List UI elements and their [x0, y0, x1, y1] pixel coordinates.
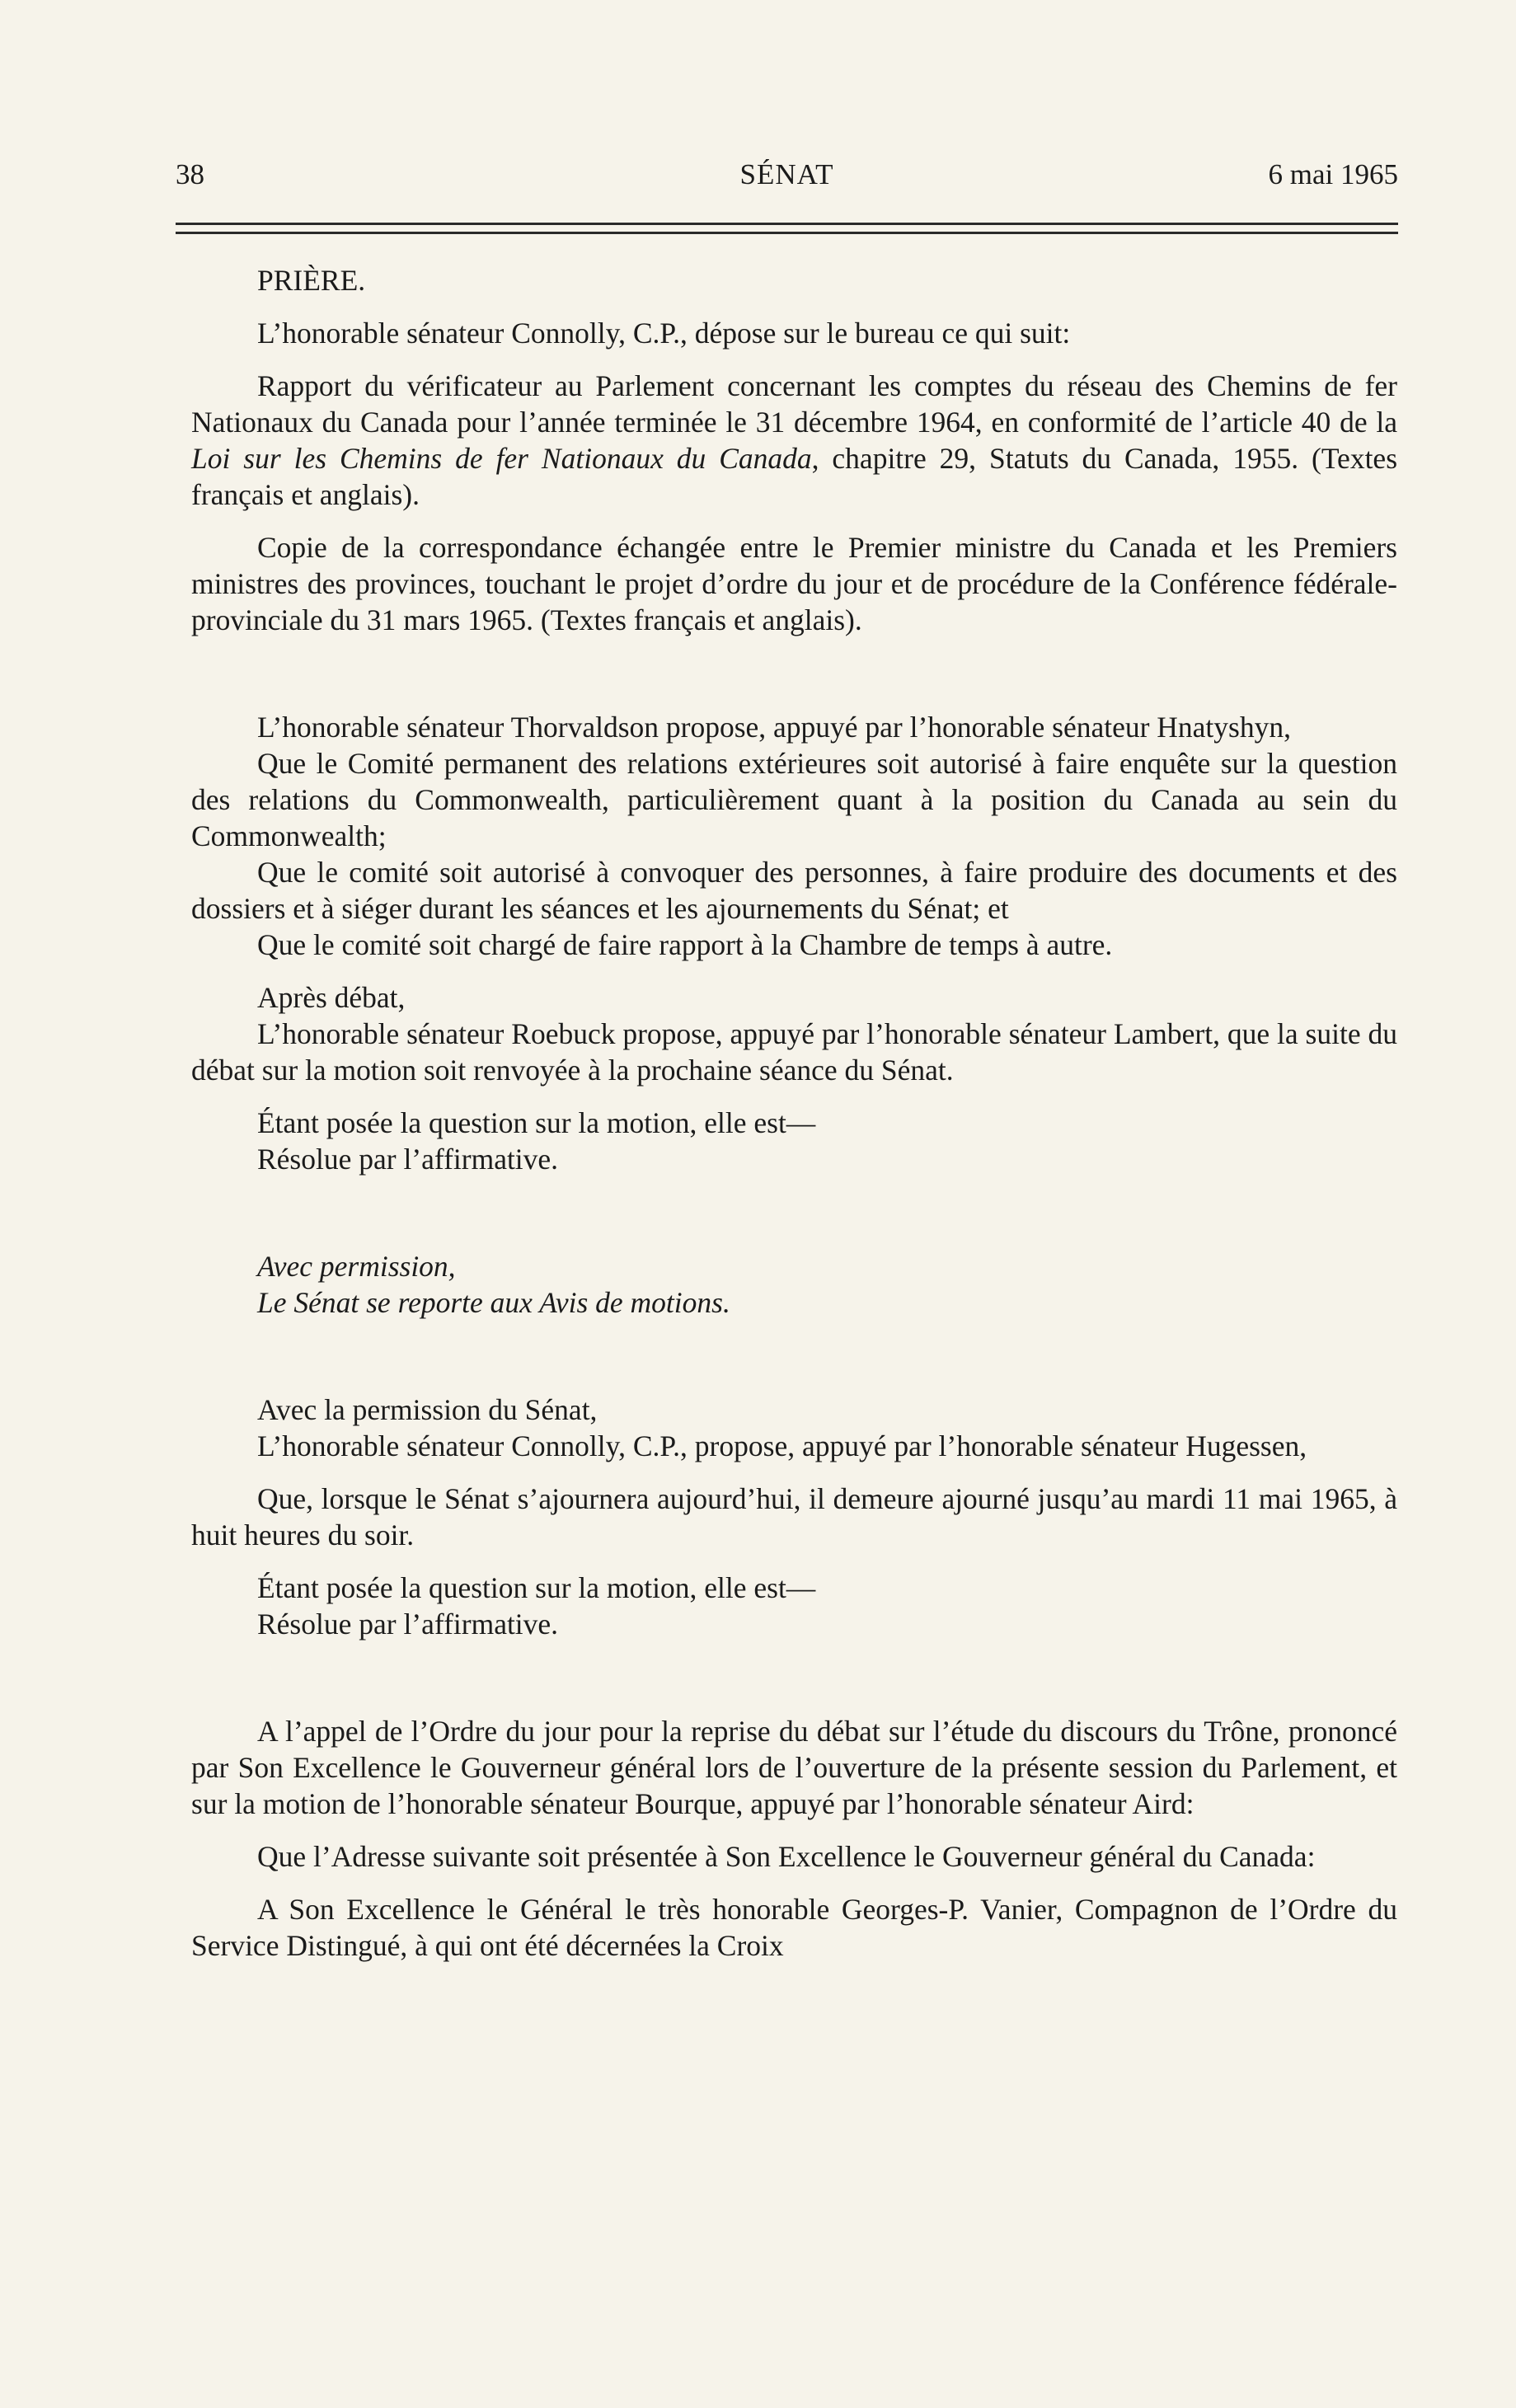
- paragraph: Que, lorsque le Sénat s’ajournera aujourd’hui, il demeure ajourné jusqu’au mardi 11 mai 1965, à huit heures du soir.: [191, 1482, 1397, 1551]
- paragraph: Que le comité soit chargé de faire rapport à la Chambre de temps à autre.: [257, 928, 1113, 961]
- paragraph: L’honorable sénateur Thorvaldson propose, appuyé par l’honorable sénateur Hnatyshyn,: [257, 711, 1291, 744]
- paragraph: L’honorable sénateur Connolly, C.P., propose, appuyé par l’honorable sénateur Hugessen,: [257, 1429, 1307, 1462]
- paragraph: L’honorable sénateur Connolly, C.P., dépose sur le bureau ce qui suit:: [257, 317, 1071, 350]
- page-number: 38: [176, 158, 204, 190]
- paragraph: PRIÈRE.: [257, 264, 366, 297]
- body-text: [191, 262, 1397, 1964]
- paragraph: L’honorable sénateur Roebuck propose, appuyé par l’honorable sénateur Lambert, que la suite du débat sur la motion soit renvoyée à la prochaine séance du Sénat.: [191, 1017, 1397, 1087]
- paragraph: A Son Excellence le Général le très honorable Georges-P. Vanier, Compagnon de l’Ordre du Service Distingué, à qui ont été décernées la Croix: [191, 1893, 1397, 1962]
- header-rule-top: [176, 223, 1398, 225]
- paragraph: Après débat,: [257, 981, 406, 1014]
- running-header: [176, 158, 1398, 198]
- paragraph: Résolue par l’affirmative.: [257, 1143, 559, 1176]
- paragraph: Étant posée la question sur la motion, elle est—: [257, 1571, 816, 1604]
- paragraph: Étant posée la question sur la motion, elle est—: [257, 1106, 816, 1139]
- paragraph: Que le comité soit autorisé à convoquer des personnes, à faire produire des documents et des dossiers et à siéger durant les séances et les ajournements du Sénat; et: [191, 856, 1397, 925]
- header-date: 6 mai 1965: [1268, 158, 1398, 190]
- paragraph: Rapport du vérificateur au Parlement concernant les comptes du réseau des Chemins de fer Nationaux du Canada pour l’année terminée le 31 décembre 1964, en conformité de l’article 40 de la Loi sur les Chemins de fer Nationaux du Canada, chapitre 29, Statuts du Canada, 1955. (Textes français et anglais).: [191, 369, 1398, 511]
- paragraph: Le Sénat se reporte aux Avis de motions.: [257, 1286, 730, 1319]
- act-title: Loi sur les Chemins de fer Nationaux du Canada: [191, 442, 812, 475]
- header-rule-bottom: [176, 232, 1398, 234]
- paragraph: Résolue par l’affirmative.: [257, 1608, 559, 1641]
- paragraph: Que l’Adresse suivante soit présentée à Son Excellence le Gouverneur général du Canada:: [257, 1840, 1316, 1873]
- paragraph: Copie de la correspondance échangée entre le Premier ministre du Canada et les Premiers ministres des provinces, touchant le projet d’ordre du jour et de procédure de la Conférence fédérale-provinciale du 31 mars 1965. (Textes français et anglais).: [191, 531, 1397, 636]
- paragraph: Avec permission,: [257, 1250, 456, 1283]
- paragraph: A l’appel de l’Ordre du jour pour la reprise du débat sur l’étude du discours du Trône, prononcé par Son Excellence le Gouverneur général lors de l’ouverture de la présente session du Parlement, et sur la motion de l’honorable sénateur Bourque, appuyé par l’honorable sénateur Aird:: [191, 1715, 1397, 1820]
- paragraph: Que le Comité permanent des relations extérieures soit autorisé à faire enquête sur la question des relations du Commonwealth, particulièrement quant à la position du Canada au sein du Commonwealth;: [191, 747, 1397, 852]
- paragraph: Avec la permission du Sénat,: [257, 1393, 598, 1426]
- page-title: SÉNAT: [739, 158, 834, 190]
